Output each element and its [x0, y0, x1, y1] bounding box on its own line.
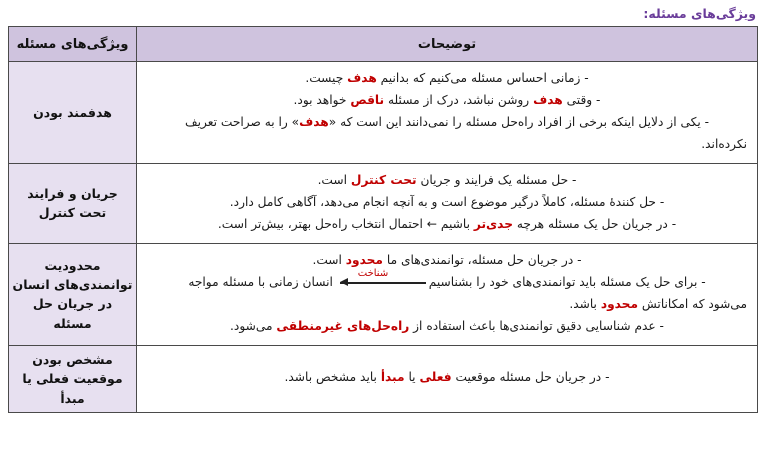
row-description: [137, 345, 758, 412]
text-run: - برای حل یک مسئله باید توانمندی‌های خود را بشناسیم: [428, 274, 706, 289]
text-run: - عدم شناسایی دقیق توانمندی‌ها باعث استفاده از: [409, 318, 664, 333]
table-row: [9, 345, 758, 412]
highlighted-term: تحت کنترل: [350, 172, 417, 187]
text-run: است.: [312, 252, 346, 267]
description-line: [147, 68, 747, 89]
description-line: [147, 90, 747, 111]
text-run: - زمانی احساس مسئله می‌کنیم که بدانیم: [376, 71, 589, 85]
text-run: خواهد بود.: [293, 92, 351, 107]
highlighted-term: محدود: [600, 296, 639, 311]
text-run: - در جریان حل یک مسئله هرچه: [513, 216, 677, 231]
row-description: [137, 243, 758, 345]
table-row: [9, 62, 758, 164]
highlighted-term: فعلی: [419, 370, 452, 385]
text-run: - در جریان حل مسئله موقعیت: [451, 370, 610, 385]
description-line: [147, 112, 747, 133]
description-line: [147, 250, 747, 271]
column-header-feature: ویژگی‌های مسئله: [9, 27, 137, 62]
table-body: [9, 62, 758, 413]
row-feature-label: محدودیت توانمندی‌های انسان در جریان حل مسئله: [9, 243, 137, 345]
description-line: [147, 316, 747, 337]
highlighted-term: هدف: [299, 114, 329, 129]
text-run: نکرده‌اند.: [701, 136, 747, 151]
text-run: - حل کنندهٔ مسئله، کاملاً درگیر موضوع است و به آنچه انجام می‌دهد، آگاهی کامل دارد.: [229, 194, 665, 209]
problem-features-table: [8, 26, 758, 413]
table-header: [9, 27, 758, 62]
text-run: می‌شود.: [230, 318, 277, 333]
highlighted-term: هدف: [533, 92, 563, 107]
highlighted-term: مبدأ: [380, 370, 405, 385]
text-run: - یکی از دلایل اینکه برخی از افراد راه‌حل مسئله را نمی‌دانند این است که «: [328, 114, 710, 129]
row-feature-label: هدفمند بودن: [9, 62, 137, 164]
row-feature-label: مشخص بودن موقعیت فعلی یا مبدأ: [9, 345, 137, 412]
description-line: [147, 268, 747, 293]
description-line: [147, 192, 747, 213]
highlighted-term: راه‌حل‌های غیرمنطقی: [276, 318, 410, 333]
description-line: [147, 170, 747, 191]
table-row: [9, 163, 758, 243]
text-run: است.: [317, 172, 351, 187]
description-line: [147, 294, 747, 315]
description-line: [147, 367, 747, 388]
row-description: [137, 163, 758, 243]
text-run: باشد.: [569, 296, 601, 311]
table-caption: ویژگی‌های مسئله:: [643, 6, 756, 21]
column-header-description: توضیحات: [137, 27, 758, 62]
highlighted-term: جدی‌تر: [473, 216, 514, 231]
table-header-row: [9, 27, 758, 62]
text-run: یا: [404, 370, 420, 385]
highlighted-term: هدف: [347, 71, 377, 85]
description-line: [147, 214, 747, 235]
text-run: باشیم ← احتمال انتخاب راه‌حل بهتر، بیش‌تر است.: [217, 216, 474, 231]
text-run: می‌شود که امکاناتش: [638, 296, 747, 311]
text-run: باید مشخص باشد.: [284, 370, 381, 385]
row-description: [137, 62, 758, 164]
text-run: چیست.: [305, 71, 348, 85]
text-run: » را به صراحت تعریف: [184, 114, 300, 129]
highlighted-term: محدود: [345, 252, 383, 267]
row-feature-label: جریان و فرایند تحت کنترل: [9, 163, 137, 243]
text-run: - حل مسئله یک فرایند و جریان: [416, 172, 577, 187]
text-run: - وقتی: [562, 92, 601, 107]
text-run: روشن نباشد، درک از مسئله: [384, 92, 534, 107]
arrow-label: شناخت: [357, 268, 389, 280]
text-run: - در جریان حل مسئله، توانمندی‌های ما: [382, 252, 582, 267]
highlighted-term: ناقص: [350, 92, 385, 107]
process-arrow-icon: [340, 268, 426, 287]
text-run: انسان زمانی با مسئله مواجه: [188, 274, 337, 289]
description-line: [147, 134, 747, 155]
table-row: [9, 243, 758, 345]
